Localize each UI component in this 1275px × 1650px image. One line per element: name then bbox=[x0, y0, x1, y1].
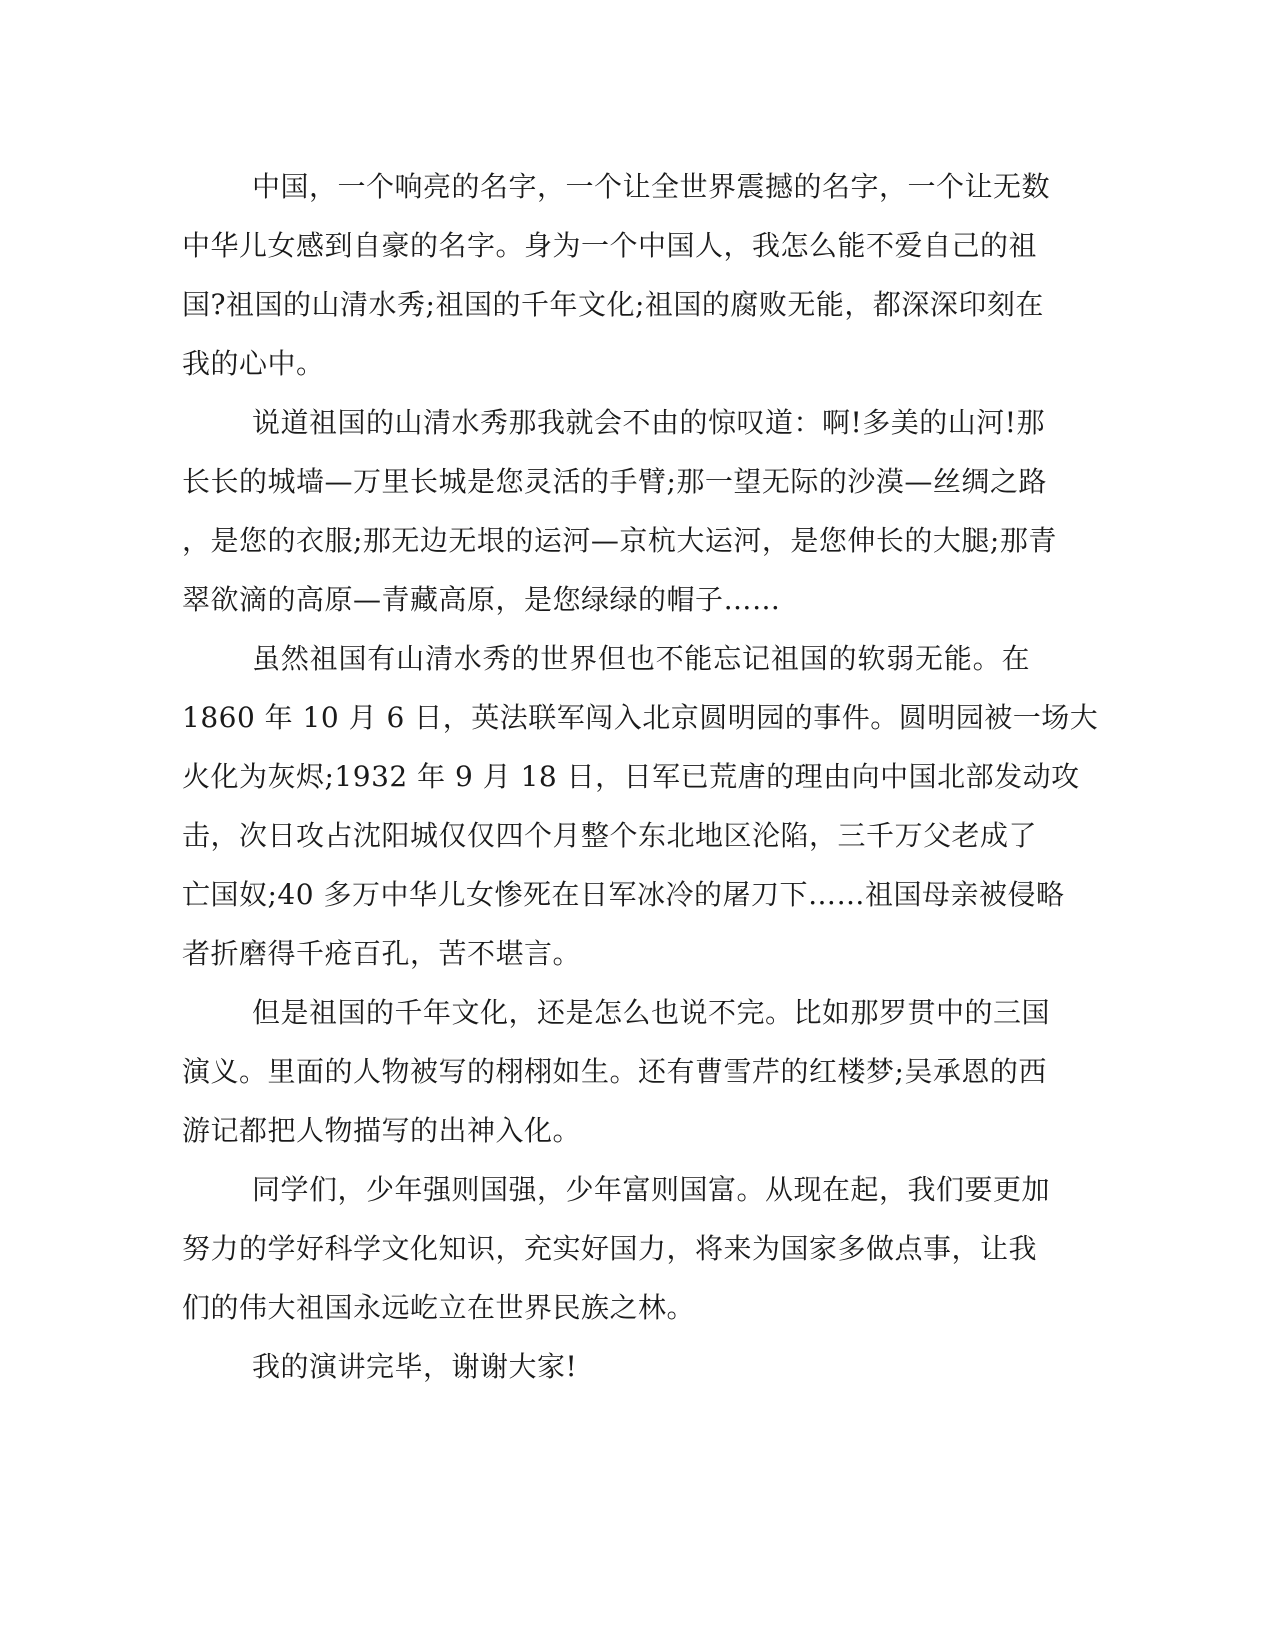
speech-text bbox=[182, 157, 1099, 1396]
text-line: 说道祖国的山清水秀那我就会不由的惊叹道：啊!多美的山河!那 bbox=[252, 406, 1046, 439]
paragraph-landscape bbox=[182, 393, 1057, 629]
text-line: 演义。里面的人物被写的栩栩如生。还有曹雪芹的红楼梦;吴承恩的西 bbox=[182, 1055, 1047, 1088]
paragraph-culture bbox=[182, 983, 1051, 1160]
text-line: 们的伟大祖国永远屹立在世界民族之林。 bbox=[182, 1291, 696, 1324]
text-line: 游记都把人物描写的出神入化。 bbox=[182, 1114, 582, 1147]
text-line: ，是您的衣服;那无边无垠的运河—京杭大运河，是您伸长的大腿;那青 bbox=[182, 524, 1057, 557]
paragraph-closing bbox=[182, 1337, 1030, 1396]
text-line: 中国，一个响亮的名字，一个让全世界震撼的名字，一个让无数 bbox=[252, 170, 1051, 203]
text-line: 者折磨得千疮百孔，苦不堪言。 bbox=[182, 937, 582, 970]
text-line: 翠欲滴的高原—青藏高原，是您绿绿的帽子…… bbox=[182, 583, 781, 616]
text-line: 击，次日攻占沈阳城仅仅四个月整个东北地区沦陷，三千万父老成了 bbox=[182, 819, 1038, 852]
text-line: 我的演讲完毕，谢谢大家! bbox=[252, 1350, 578, 1383]
text-line: 1860 年 10 月 6 日，英法联军闯入北京圆明园的事件。圆明园被一场大 bbox=[182, 701, 1099, 734]
text-line: 虽然祖国有山清水秀的世界但也不能忘记祖国的软弱无能。在 bbox=[252, 642, 1030, 675]
text-line: 中华儿女感到自豪的名字。身为一个中国人，我怎么能不爱自己的祖 bbox=[182, 229, 1038, 262]
text-line: 国?祖国的山清水秀;祖国的千年文化;祖国的腐败无能，都深深印刻在 bbox=[182, 288, 1044, 321]
text-line: 火化为灰烬;1932 年 9 月 18 日，日军已荒唐的理由向中国北部发动攻 bbox=[182, 760, 1080, 793]
text-line: 努力的学好科学文化知识，充实好国力，将来为国家多做点事，让我 bbox=[182, 1232, 1038, 1265]
text-line: 长长的城墙—万里长城是您灵活的手臂;那一望无际的沙漠—丝绸之路 bbox=[182, 465, 1047, 498]
text-line: 我的心中。 bbox=[182, 347, 325, 380]
paragraph-call-to-action bbox=[182, 1160, 1051, 1337]
text-line: 但是祖国的千年文化，还是怎么也说不完。比如那罗贯中的三国 bbox=[252, 996, 1051, 1029]
paragraph-history bbox=[182, 629, 1099, 983]
paragraph-intro bbox=[182, 157, 1051, 393]
text-line: 亡国奴;40 多万中华儿女惨死在日军冰冷的屠刀下……祖国母亲被侵略 bbox=[182, 878, 1065, 911]
text-line: 同学们，少年强则国强，少年富则国富。从现在起，我们要更加 bbox=[252, 1173, 1051, 1206]
